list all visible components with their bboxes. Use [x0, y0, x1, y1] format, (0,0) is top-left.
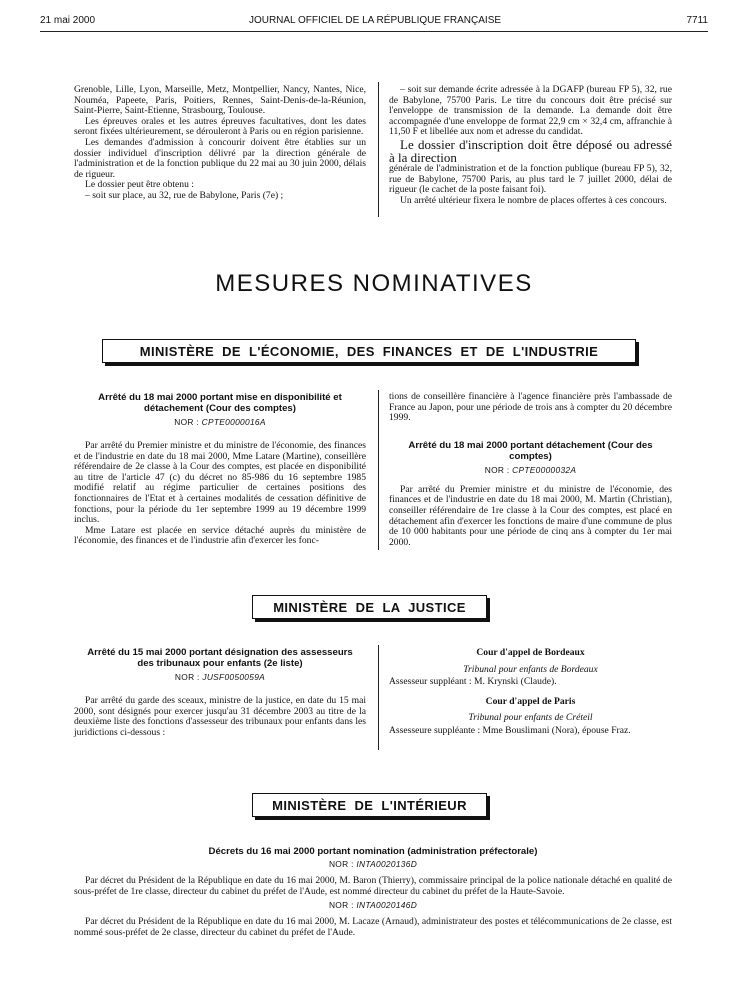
- nor-reference: NOR : CPTE0000016A: [174, 417, 266, 427]
- paragraph: Mme Latare est placée en service détaché auprès du ministère de l'économie, des finances et de l'industrie afin d'exercer les fonc-: [74, 524, 366, 547]
- header-page-number: 7711: [686, 15, 708, 26]
- column-divider: [378, 390, 379, 550]
- paragraph: Par décret du Président de la République en date du 16 mai 2000, M. Baron (Thierry), commissaire principal de la police nationale détaché en qualité de sous-préfet de 1re classe, directeur du cabinet du préfet de l'Aude, est nommé directeur du cabinet du préfet de la Haute-Savoie.: [74, 875, 672, 897]
- paragraph: Le dossier peut être obtenu :: [85, 179, 194, 191]
- header-rule: [40, 31, 708, 32]
- paragraph: Les épreuves orales et les autres épreuves facultatives, dont les dates seront fixées ultérieurement, se dérouleront à Paris ou en région parisienne.: [74, 115, 366, 138]
- ministry-interieur-box: MINISTÈRE DE L'INTÉRIEUR: [252, 793, 487, 817]
- column-divider: [378, 82, 379, 217]
- paragraph: Par décret du Président de la République en date du 16 mai 2000, M. Lacaze (Arnaud), administrateur des postes et télécommunications de 2e classe, est nommé sous-préfet de 2e classe, directeur du cabinet du préfet de l'Aude.: [74, 916, 672, 938]
- nor-reference: NOR : INTA0020146D: [328, 900, 418, 911]
- paragraph: tions de conseillère financière à l'agence financière près l'ambassade de France au Japon, pour une période de trois ans à compter du 20 décembre 1999.: [389, 391, 672, 424]
- header-journal-title: JOURNAL OFFICIEL DE LA RÉPUBLIQUE FRANÇAISE: [248, 15, 502, 26]
- header-date: 21 mai 2000: [40, 15, 96, 26]
- paragraph: Par arrêté du Premier ministre et du ministre de l'économie, des finances et de l'industrie en date du 18 mai 2000, Mme Latare (Martine), conseillère référendaire de 2e classe à la Cour des comptes, est placée en disponibilité au titre de l'article 47 (c) du décret no 85-986 du 16 septembre 1985 modifié relatif au régime particulier de certaines positions des fonctionnaires de l'Etat et à certaines modalités de cessation définitive de fonctions, pour la période du 1er septembre 1999 au 19 décembre 1999 inclus.: [74, 440, 366, 526]
- paragraph: Un arrêté ultérieur fixera le nombre de places offertes à ces concours.: [400, 194, 667, 206]
- court-heading: Cour d'appel de Bordeaux: [476, 647, 585, 658]
- top-left-column: [74, 85, 366, 202]
- paragraph: Par arrêté du Premier ministre et du ministre de l'économie, des finances et de l'industrie en date du 18 mai 2000, M. Martin (Christian), conseiller référendaire de 1re classe à la Cour des comptes, est placé en détachement afin d'exercer les fonctions de maire d'une commune de plus de 10 000 habitants pour une période de cinq ans à compter du 1er mai 2000.: [389, 483, 672, 548]
- paragraph: Les demandes d'admission à concourir doivent être établies sur un dossier individuel d'inscription délivré par la direction générale de l'administration et de la fonction publique du 22 mai au 30 juin 2000, délais de rigueur.: [74, 136, 366, 180]
- arrete-title: Arrêté du 15 mai 2000 portant désignation des assesseurs des tribunaux pour enfants (2e liste): [87, 647, 353, 669]
- economie-right-column: [389, 392, 672, 548]
- tribunal-heading: Tribunal pour enfants de Bordeaux: [463, 663, 598, 675]
- interieur-section: [74, 846, 672, 938]
- nor-reference: NOR : JUSF0050059A: [174, 672, 266, 682]
- paragraph: Par arrêté du garde des sceaux, ministre de la justice, en date du 15 mai 2000, sont désignés pour exercer jusqu'au 31 décembre 2003 au titre de la deuxième liste des fonctions d'assesseur des tribunaux pour enfants dans les juridictions ci-dessous :: [74, 695, 366, 738]
- nor-reference: NOR : INTA0020136D: [328, 859, 418, 869]
- arrete-title: Arrêté du 18 mai 2000 portant mise en disponibilité et détachement (Cour des comptes): [98, 392, 342, 414]
- assessor-line: Assesseure suppléante : Mme Bouslimani (Nora), épouse Fraz.: [389, 724, 631, 736]
- justice-right-column: [389, 648, 672, 737]
- paragraph-lead: Le dossier d'inscription doit être déposé ou adressé à la direction: [389, 136, 672, 165]
- paragraph: Grenoble, Lille, Lyon, Marseille, Metz, Montpellier, Nancy, Nantes, Nice, Nouméa, Papeete, Paris, Poitiers, Rennes, Saint-Denis-de-la-Réunion, Saint-Pierre, Saint-Etienne, Strasbourg, Toulouse.: [74, 84, 366, 117]
- tribunal-heading: Tribunal pour enfants de Créteil: [468, 712, 593, 724]
- paragraph: – soit sur place, au 32, rue de Babylone, Paris (7e) ;: [85, 189, 284, 201]
- economie-left-column: [74, 392, 366, 547]
- top-right-column: [389, 85, 672, 206]
- justice-left-column: [74, 647, 366, 738]
- column-divider: [378, 645, 379, 750]
- arrete-title: Arrêté du 18 mai 2000 portant détachement (Cour des comptes): [408, 439, 653, 462]
- court-heading: Cour d'appel de Paris: [485, 695, 576, 707]
- ministry-economie-box: MINISTÈRE DE L'ÉCONOMIE, DES FINANCES ET DE L'INDUSTRIE: [102, 339, 636, 363]
- section-title: MESURES NOMINATIVES: [215, 270, 533, 297]
- assessor-line: Assesseur suppléant : M. Krynski (Claude).: [389, 676, 557, 688]
- ministry-justice-box: MINISTÈRE DE LA JUSTICE: [252, 595, 487, 619]
- decret-title: Décrets du 16 mai 2000 portant nomination (administration préfectorale): [208, 846, 538, 857]
- paragraph: – soit sur demande écrite adressée à la DGAFP (bureau FP 5), 32, rue de Babylone, 75700 Paris. Le titre du concours doit être précisé sur l'enveloppe de transmission de la demande. La demande doit être accompagnée d'une enveloppe de format 22,9 cm × 32,4 cm, affranchie à 11,50 F et libellée aux nom et adresse du candidat.: [389, 84, 672, 138]
- nor-reference: NOR : CPTE0000032A: [484, 464, 577, 475]
- paragraph: générale de l'administration et de la fonction publique (bureau FP 5), 32, rue de Babylone, 75700 Paris, au plus tard le 7 juillet 2000, délai de rigueur (le cachet de la poste faisant foi).: [389, 162, 672, 196]
